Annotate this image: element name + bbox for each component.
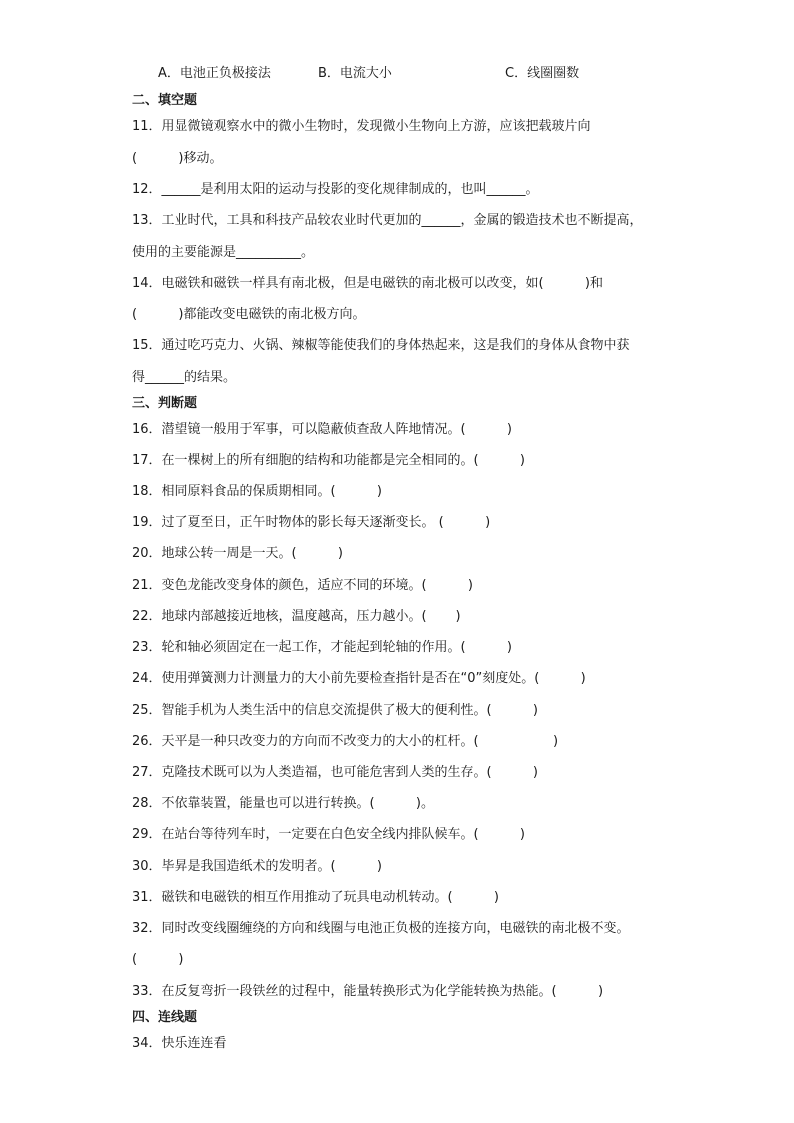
question-33: 33．在反复弯折一段铁丝的过程中，能量转换形式为化学能转换为热能。( ): [132, 984, 604, 999]
question-26: 26．天平是一种只改变力的方向而不改变力的大小的杠杆。( ): [132, 734, 559, 749]
question-34: 34．快乐连连看: [132, 1036, 227, 1051]
question-32-line-2: ( ): [132, 952, 184, 967]
question-13-line-1: 13．工业时代，工具和科技产品较农业时代更加的______，金属的锻造技术也不断提高，: [132, 213, 643, 228]
option-b: B．电流大小: [318, 66, 392, 81]
question-15-line-2: 得______的结果。: [132, 370, 237, 385]
question-23: 23．轮和轴必须固定在一起工作，才能起到轮轴的作用。( ): [132, 640, 513, 655]
question-19: 19．过了夏至日，正午时物体的影长每天逐渐变长。 ( ): [132, 515, 491, 530]
question-24: 24．使用弹簧测力计测量力的大小前先要检查指针是否在“0”刻度处。( ): [132, 671, 586, 686]
question-14-line-2: ( )都能改变电磁铁的南北极方向。: [132, 307, 366, 322]
question-13-line-2: 使用的主要能源是__________。: [132, 245, 315, 260]
section-heading-judge: 三、判断题: [132, 396, 198, 411]
option-c: C．线圈圈数: [505, 66, 580, 81]
question-17: 17．在一棵树上的所有细胞的结构和功能都是完全相同的。( ): [132, 453, 526, 468]
question-32-line-1: 32．同时改变线圈缠绕的方向和线圈与电池正负极的连接方向，电磁铁的南北极不变。: [132, 921, 630, 936]
question-11-line-1: 11．用显微镜观察水中的微小生物时，发现微小生物向上方游，应该把载玻片向: [132, 119, 591, 134]
question-15-line-1: 15．通过吃巧克力、火锅、辣椒等能使我们的身体热起来，这是我们的身体从食物中获: [132, 338, 630, 353]
question-18: 18．相同原料食品的保质期相同。( ): [132, 484, 383, 499]
question-11-line-2: ( )移动。: [132, 151, 223, 166]
question-25: 25．智能手机为人类生活中的信息交流提供了极大的便利性。( ): [132, 703, 539, 718]
section-heading-match: 四、连线题: [132, 1010, 198, 1025]
question-27: 27．克隆技术既可以为人类造福，也可能危害到人类的生存。( ): [132, 765, 539, 780]
question-21: 21．变色龙能改变身体的颜色，适应不同的环境。( ): [132, 578, 474, 593]
question-16: 16．潜望镜一般用于军事，可以隐蔽侦查敌人阵地情况。( ): [132, 422, 513, 437]
question-29: 29．在站台等待列车时，一定要在白色安全线内排队候车。( ): [132, 827, 526, 842]
question-31: 31．磁铁和电磁铁的相互作用推动了玩具电动机转动。( ): [132, 890, 500, 905]
question-20: 20．地球公转一周是一天。( ): [132, 546, 344, 561]
question-22: 22．地球内部越接近地核，温度越高，压力越小。( ): [132, 609, 461, 624]
section-heading-fill-in: 二、填空题: [132, 93, 198, 108]
question-30: 30．毕昇是我国造纸术的发明者。( ): [132, 859, 383, 874]
option-a: A．电池正负极接法: [158, 66, 271, 81]
question-28: 28．不依靠装置，能量也可以进行转换。( )。: [132, 796, 435, 811]
question-14-line-1: 14．电磁铁和磁铁一样具有南北极，但是电磁铁的南北极可以改变，如( )和: [132, 276, 604, 291]
question-12: 12．______是利用太阳的运动与投影的变化规律制成的，也叫______。: [132, 182, 539, 197]
